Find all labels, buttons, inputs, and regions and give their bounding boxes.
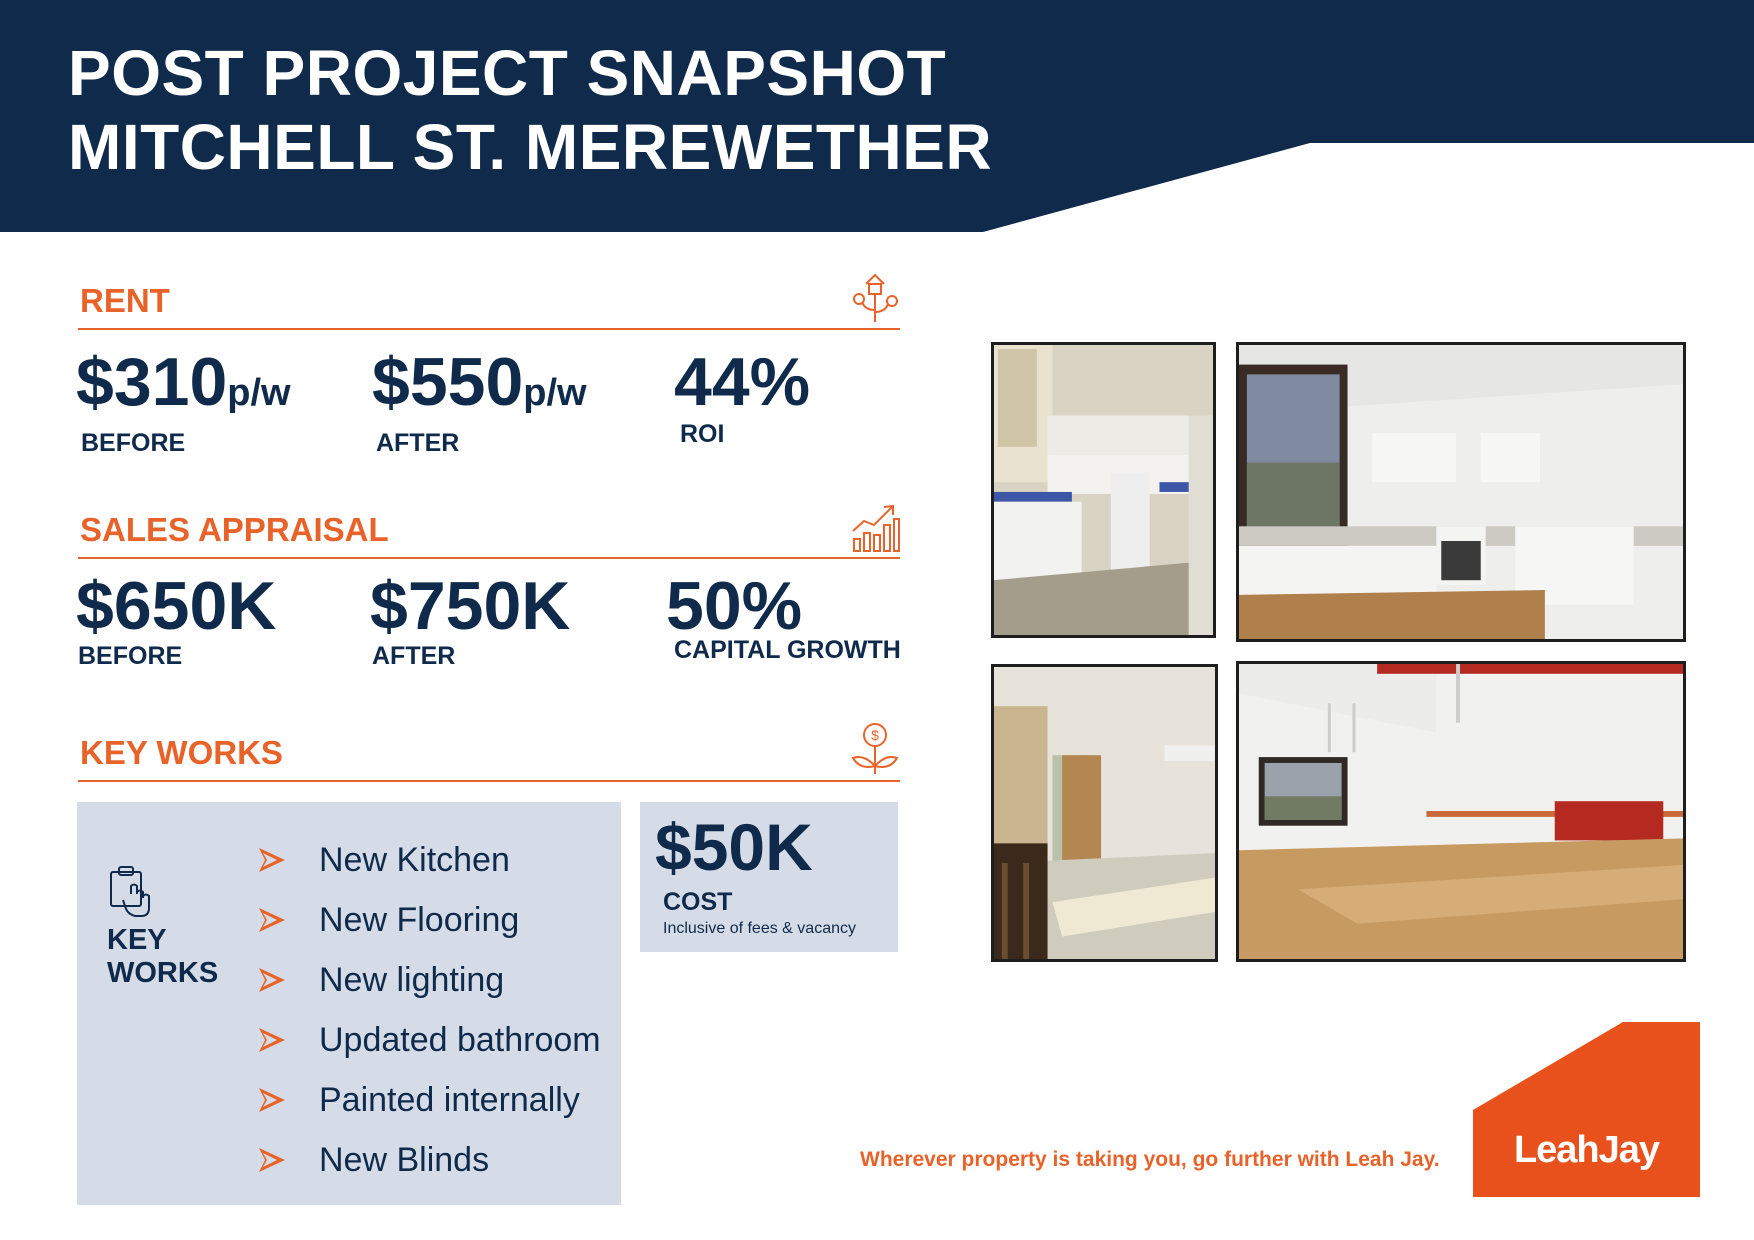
key-work-text: New lighting: [319, 960, 505, 999]
footer-tagline: Wherever property is taking you, go further with Leah Jay.: [860, 1148, 1440, 1171]
arrow-bullet-icon: [257, 1086, 287, 1114]
page-title: [68, 36, 992, 184]
rent-before-label: BEFORE: [81, 429, 186, 457]
key-work-text: New Flooring: [319, 900, 520, 939]
sales-after-value: $750K: [370, 568, 571, 644]
key-work-text: Updated bathroom: [319, 1020, 601, 1059]
key-work-text: Painted internally: [319, 1080, 580, 1119]
roi-value: 44%: [674, 344, 811, 420]
growth-value: 50%: [666, 568, 803, 644]
title-line-1: POST PROJECT SNAPSHOT: [68, 37, 947, 109]
title-line-2: MITCHELL ST. MEREWETHER: [68, 111, 993, 183]
rent-before-metric: [76, 344, 291, 458]
growth-metric: [666, 568, 901, 665]
key-works-label-line1: KEY: [107, 924, 167, 956]
sales-before-metric: [76, 568, 277, 671]
roi-label: ROI: [680, 420, 725, 448]
list-item: [257, 1070, 601, 1130]
cost-note: Inclusive of fees & vacancy: [663, 920, 856, 937]
sales-heading: SALES APPRAISAL: [80, 511, 389, 548]
list-item: [257, 950, 601, 1010]
money-plant-icon: [850, 722, 900, 776]
list-item: [257, 830, 601, 890]
growing-home-icon: [850, 270, 900, 324]
list-item: [257, 1010, 601, 1070]
key-works-panel: [77, 802, 621, 1205]
logo-text: LeahJay: [1513, 1129, 1660, 1171]
rent-after-value: $550: [372, 344, 524, 420]
sales-section-header: [78, 499, 900, 559]
arrow-bullet-icon: [257, 846, 287, 874]
rent-before-unit: p/w: [227, 372, 291, 414]
works-heading: KEY WORKS: [80, 734, 283, 771]
cost-label: COST: [663, 888, 733, 916]
header-banner: [0, 0, 1754, 235]
key-work-text: New Blinds: [319, 1140, 490, 1179]
list-item: [257, 890, 601, 950]
living-after-photo: [1236, 661, 1686, 962]
list-item: [257, 1130, 601, 1190]
rent-after-unit: p/w: [523, 372, 587, 414]
rent-heading: RENT: [80, 282, 170, 319]
living-before-photo: [991, 664, 1218, 962]
rising-chart-icon: [850, 499, 900, 553]
arrow-bullet-icon: [257, 966, 287, 994]
key-works-label: [107, 924, 247, 990]
roi-metric: [674, 344, 811, 449]
sales-after-label: AFTER: [372, 642, 456, 670]
leahjay-logo: [1473, 1022, 1700, 1197]
hand-clipboard-icon: [105, 864, 157, 920]
rent-section-header: [78, 270, 900, 330]
rent-after-label: AFTER: [376, 429, 460, 457]
works-section-header: [78, 722, 900, 782]
kitchen-before-photo: [991, 342, 1216, 638]
key-works-label-line2: WORKS: [107, 957, 219, 989]
svg-text:$: $: [871, 727, 879, 743]
rent-before-value: $310: [76, 344, 228, 420]
sales-before-label: BEFORE: [78, 642, 183, 670]
arrow-bullet-icon: [257, 1026, 287, 1054]
arrow-bullet-icon: [257, 1146, 287, 1174]
cost-value: $50K: [655, 810, 813, 884]
sales-before-value: $650K: [76, 568, 277, 644]
rent-after-metric: [372, 344, 587, 458]
kitchen-after-photo: [1236, 342, 1686, 642]
cost-panel: [640, 802, 898, 952]
sales-after-metric: [370, 568, 571, 671]
arrow-bullet-icon: [257, 906, 287, 934]
growth-label: CAPITAL GROWTH: [674, 636, 901, 664]
key-works-list: [257, 830, 601, 1190]
key-work-text: New Kitchen: [319, 840, 510, 879]
